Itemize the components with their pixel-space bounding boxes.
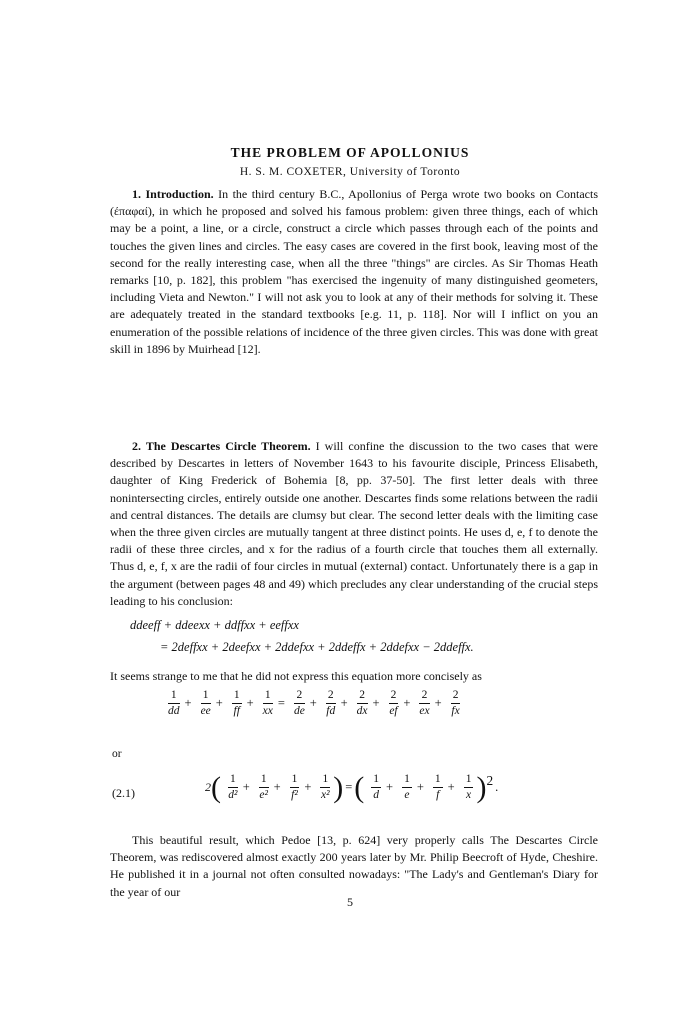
eq3-rhs-frac-3: $\frac{1}{f}$ bbox=[434, 773, 441, 801]
eq2-lhs-frac-2: $\frac{1}{ee}$ bbox=[200, 689, 211, 717]
paragraph-4 bbox=[110, 832, 598, 901]
section-1-text: In the third century B.C., Apollonius of Perga wrote two books on Contacts (έπαφαί), in which he proposed and solved his famous problem: given three things, each of which may be a point, a line, or a circle, construct a circle which passes through each of the points and touches the given lines and circles. The easy cases are covered in the first book, leaving most of the second for the really interesting case, when all the three "things" are circles. As Sir Thomas Heath remarks [10, p. 182], this problem "has exercised the ingenuity of many distinguished geometers, including Vieta and Newton." I will not ask you to look at any of their methods for solving it. These are adequately treated in the standard textbooks [e.g. 11, p. 118]. Nor will I inflict on you an enumeration of the possible relations of incidence of the three given circles. This was done with great skill in 1896 by Muirhead [12]. bbox=[110, 187, 598, 356]
section-introduction bbox=[110, 186, 598, 358]
section-descartes bbox=[110, 438, 598, 610]
page-number: 5 bbox=[347, 895, 353, 909]
or-text: or bbox=[112, 748, 122, 760]
paragraph-4-text: This beautiful result, which Pedoe [13, p. 624] very properly calls The Descartes Circle Theorem, was rediscovered almost exactly 200 years later by Mr. Philip Beecroft of Hyde, Cheshire. He published it in a journal not often consulted nowadays: "The Lady's and Gentleman's Diary for the year of our bbox=[110, 833, 598, 899]
eq3-lhs-frac-4: $\frac{1}{\text{x²}}$ bbox=[321, 773, 330, 801]
eq2-rhs-frac-1: $\frac{2}{de}$ bbox=[293, 689, 305, 717]
equation-1-line-2: = 2deffxx + 2deefxx + 2ddefxx + 2ddeffx + 2ddefxx − 2ddeffx. bbox=[160, 640, 474, 654]
eq2-rhs-frac-3: $\frac{2}{dx}$ bbox=[356, 689, 368, 717]
eq3-lhs-frac-3: $\frac{1}{\text{f²}}$ bbox=[291, 773, 298, 801]
eq3-coefficient: 2 bbox=[205, 780, 211, 794]
eq2-rhs-frac-6: $\frac{2}{fx}$ bbox=[451, 689, 460, 717]
eq2-lhs-frac-1: $\frac{1}{dd}$ bbox=[168, 689, 180, 717]
eq2-rhs-frac-2: $\frac{2}{fd}$ bbox=[326, 689, 336, 717]
equation-2: $\frac{1}{dd}$ + $\frac{1}{ee}$ + $\frac{1}{ff}$ + $\frac{1}{xx}$ = $\frac{2}{de}$ + $\frac{2}{fd}$ + $\frac{2}{dx}$ + $\frac{2}{ef}$ + $\frac{2}{ex}$ + $\frac{2}{fx}$ bbox=[168, 689, 460, 717]
section-2-text: I will confine the discussion to the two cases that were described by Descartes in letters of November 1643 to his favourite disciple, Princess Elisabeth, daughter of King Frederick of Bohemia [8, pp. 37-50]. The first letter deals with three nonintersecting circles, entirely outside one another. Descartes finds some relations between the radii and central distances. The details are clumsy but clear. The second letter deals with the limiting case when the three given circles are mutually tangent at three distinct points. He uses d, e, f to denote the radii of these three circles, and x for the radius of a fourth circle that touches them all externally. Thus d, e, f, x are the radii of four circles in mutual (external) contact. Unfortunately there is a gap in the argument (between pages 48 and 49) which precludes any clear understanding of the crucial steps leading to his conclusion: bbox=[110, 439, 598, 608]
section-1-heading: 1. Introduction. bbox=[132, 187, 214, 201]
eq3-lhs-frac-2: $\frac{1}{\text{e²}}$ bbox=[259, 773, 268, 801]
paragraph-3 bbox=[110, 668, 598, 685]
eq2-lhs-frac-3: $\frac{1}{ff}$ bbox=[233, 689, 240, 717]
eq3-rhs-frac-2: $\frac{1}{e}$ bbox=[404, 773, 410, 801]
section-2-heading: 2. The Descartes Circle Theorem. bbox=[132, 439, 311, 453]
paragraph-3-text: It seems strange to me that he did not express this equation more concisely as bbox=[110, 669, 482, 683]
equation-3: 2( $\frac{1}{\text{d²}}$ + $\frac{1}{\text{e²}}$ + $\frac{1}{\text{f²}}$ + $\frac{1}{\text{x²}}$ ) =( $\frac{1}{d}$ + $\frac{1}{e}$ + $\frac{1}{f}$ + $\frac{1}{x}$ )$^2$ . bbox=[205, 770, 499, 804]
eq3-exponent: 2 bbox=[486, 772, 494, 788]
eq3-rhs-frac-1: $\frac{1}{d}$ bbox=[373, 773, 379, 801]
author-line: H. S. M. COXETER, University of Toronto bbox=[239, 166, 461, 178]
eq2-rhs-frac-4: $\frac{2}{ef}$ bbox=[389, 689, 398, 717]
eq2-rhs-frac-5: $\frac{2}{ex}$ bbox=[419, 689, 430, 717]
equation-1-line-1: ddeeff + ddeexx + ddffxx + eeffxx bbox=[130, 618, 299, 632]
equation-3-label: (2.1) bbox=[112, 786, 135, 800]
eq3-rhs-frac-4: $\frac{1}{x}$ bbox=[465, 773, 472, 801]
eq3-lhs-frac-1: $\frac{1}{\text{d²}}$ bbox=[228, 773, 238, 801]
paper-title: THE PROBLEM OF APOLLONIUS bbox=[230, 145, 470, 160]
eq2-lhs-frac-4: $\frac{1}{xx}$ bbox=[262, 689, 273, 717]
